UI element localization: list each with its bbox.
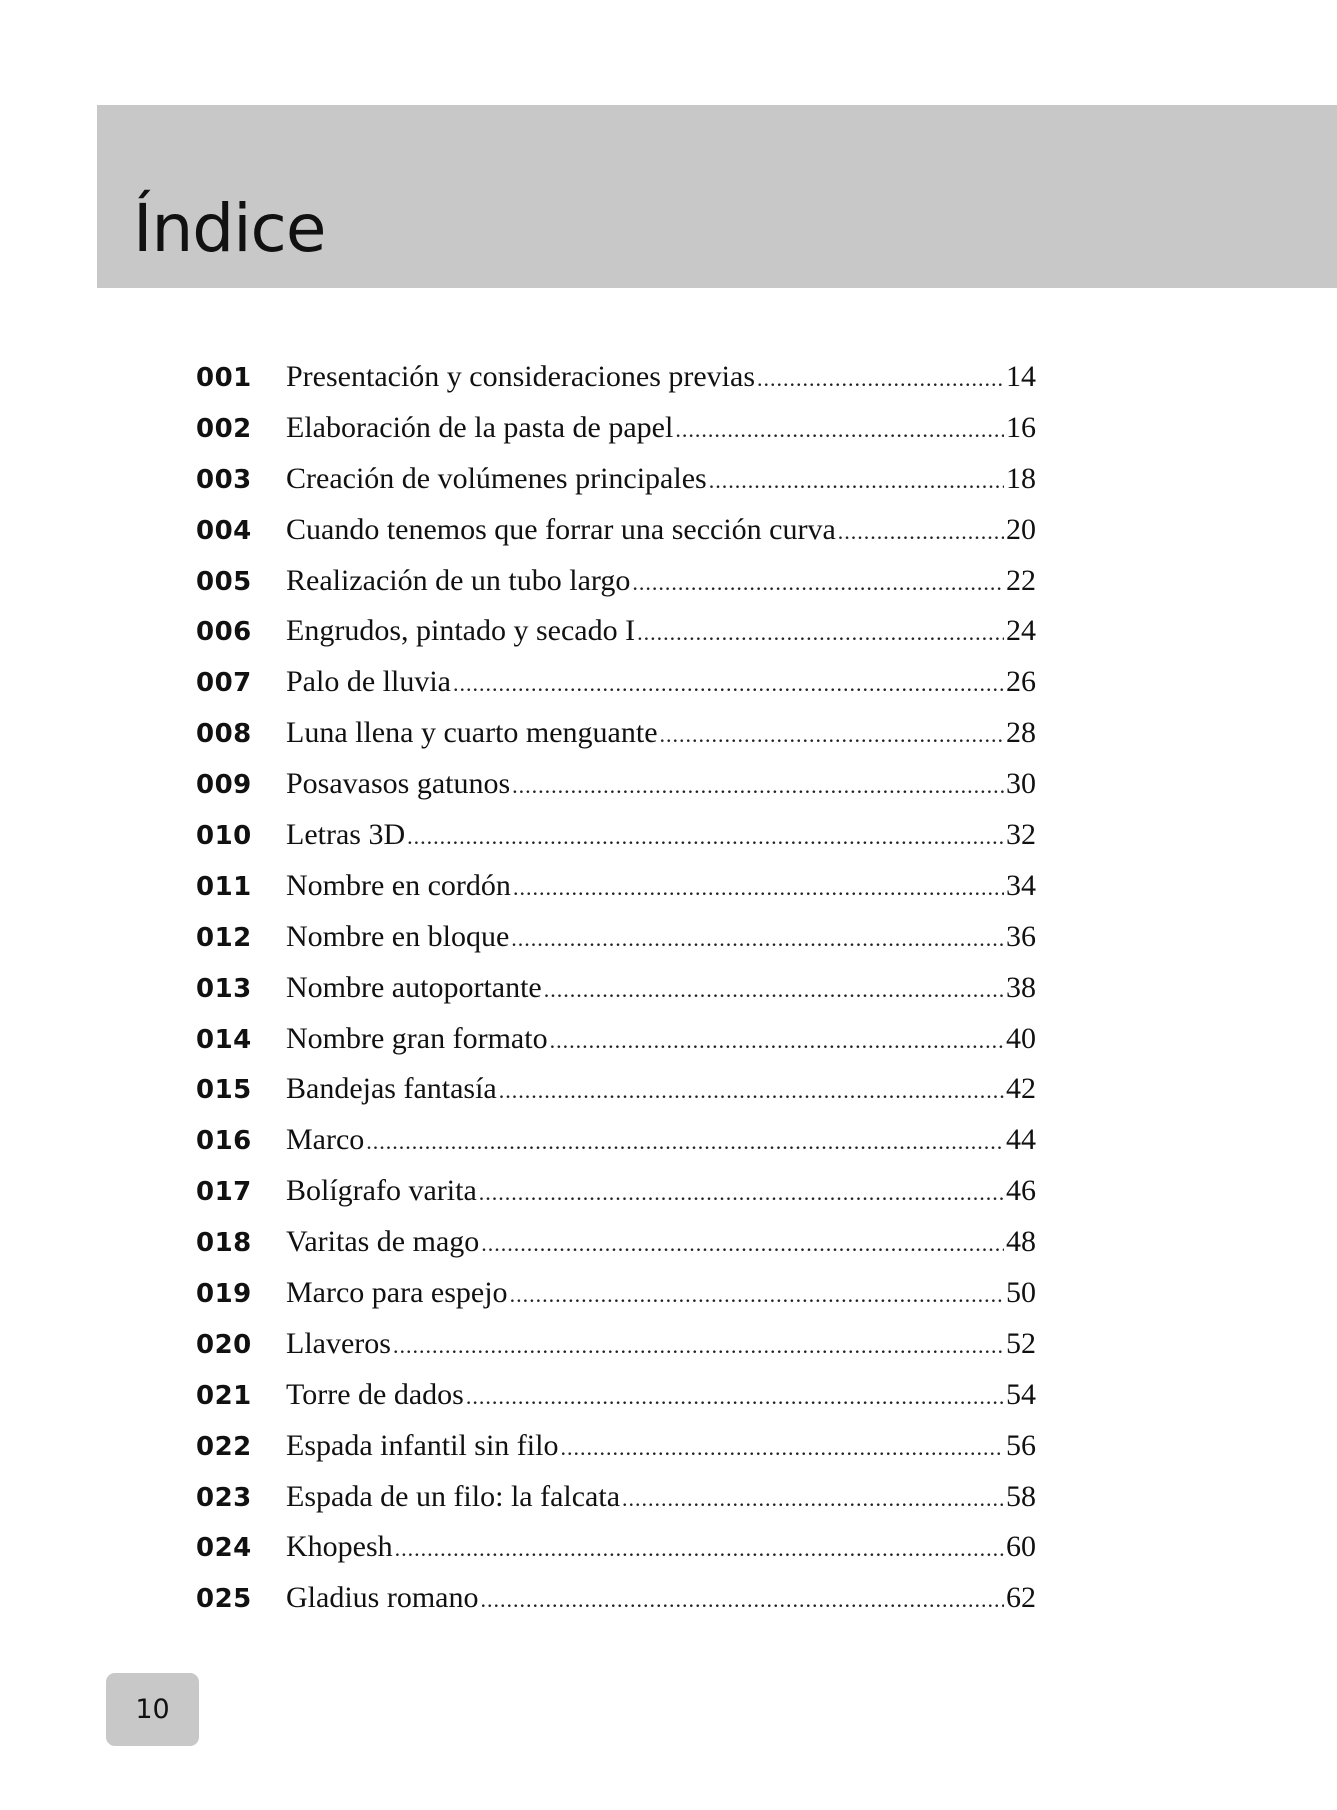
toc-entry-page: 48 <box>1006 1225 1036 1259</box>
toc-dot-leader <box>709 456 1004 507</box>
toc-entry-title: Posavasos gatunos <box>286 767 511 801</box>
toc-dot-leader <box>499 1066 1004 1117</box>
toc-entry[interactable] <box>196 454 1036 505</box>
toc-entry-number: 020 <box>196 1329 252 1360</box>
toc-entry-number: 016 <box>196 1126 252 1157</box>
toc-dot-leader <box>550 1016 1004 1067</box>
toc-dot-leader <box>479 1168 1004 1219</box>
toc-entry[interactable] <box>196 912 1036 963</box>
toc-entry-page: 22 <box>1006 563 1036 597</box>
toc-entry-title: Creación de volúmenes principales <box>286 461 707 495</box>
toc-dot-leader <box>544 965 1004 1016</box>
toc-entry-number: 008 <box>196 719 252 750</box>
table-of-contents <box>196 352 1036 1624</box>
toc-dot-leader <box>660 710 1004 761</box>
toc-entry-number: 005 <box>196 566 252 597</box>
page-number: 10 <box>135 1694 170 1725</box>
toc-dot-leader <box>622 1474 1004 1525</box>
toc-entry-number: 019 <box>196 1279 252 1310</box>
toc-dot-leader <box>637 608 1004 659</box>
toc-entry-page: 16 <box>1006 410 1036 444</box>
toc-dot-leader <box>453 659 1004 710</box>
toc-entry-page: 34 <box>1006 868 1036 902</box>
toc-entry-number: 021 <box>196 1380 252 1411</box>
toc-entry-title: Nombre gran formato <box>286 1021 548 1055</box>
toc-entry-title: Espada de un filo: la falcata <box>286 1479 621 1513</box>
toc-entry-number: 022 <box>196 1431 252 1462</box>
toc-entry-page: 56 <box>1006 1428 1036 1462</box>
toc-dot-leader <box>513 863 1004 914</box>
toc-entry-title: Realización de un tubo largo <box>286 563 631 597</box>
toc-dot-leader <box>757 354 1004 405</box>
toc-entry[interactable] <box>196 1268 1036 1319</box>
toc-entry-title: Marco para espejo <box>286 1276 508 1310</box>
toc-entry-number: 003 <box>196 464 252 495</box>
toc-entry-page: 46 <box>1006 1174 1036 1208</box>
toc-entry-page: 60 <box>1006 1530 1036 1564</box>
toc-entry-page: 20 <box>1006 512 1036 546</box>
page-title: Índice <box>133 190 326 267</box>
toc-entry-title: Palo de lluvia <box>286 665 451 699</box>
toc-entry[interactable] <box>196 1522 1036 1573</box>
toc-entry-page: 18 <box>1006 461 1036 495</box>
toc-entry[interactable] <box>196 1064 1036 1115</box>
toc-entry-page: 36 <box>1006 919 1036 953</box>
toc-entry-page: 42 <box>1006 1072 1036 1106</box>
toc-entry-page: 52 <box>1006 1326 1036 1360</box>
toc-entry-page: 50 <box>1006 1276 1036 1310</box>
toc-entry-title: Marco <box>286 1123 365 1157</box>
toc-entry[interactable] <box>196 1014 1036 1065</box>
toc-entry-title: Letras 3D <box>286 818 406 852</box>
toc-dot-leader <box>466 1372 1004 1423</box>
toc-entry-title: Khopesh <box>286 1530 393 1564</box>
toc-entry-number: 009 <box>196 770 252 801</box>
toc-dot-leader <box>393 1321 1004 1372</box>
toc-entry-number: 004 <box>196 515 252 546</box>
toc-dot-leader <box>366 1117 1004 1168</box>
toc-entry-page: 24 <box>1006 614 1036 648</box>
toc-entry-page: 26 <box>1006 665 1036 699</box>
toc-entry-title: Bandejas fantasía <box>286 1072 497 1106</box>
toc-dot-leader <box>510 1270 1004 1321</box>
toc-entry[interactable] <box>196 1115 1036 1166</box>
toc-dot-leader <box>480 1575 1004 1626</box>
toc-entry[interactable] <box>196 657 1036 708</box>
toc-entry-number: 012 <box>196 922 252 953</box>
toc-entry[interactable] <box>196 759 1036 810</box>
toc-entry-page: 44 <box>1006 1123 1036 1157</box>
toc-entry[interactable] <box>196 963 1036 1014</box>
toc-entry[interactable] <box>196 1421 1036 1472</box>
toc-entry[interactable] <box>196 1472 1036 1523</box>
toc-entry-title: Nombre autoportante <box>286 970 542 1004</box>
toc-entry[interactable] <box>196 352 1036 403</box>
toc-entry-title: Varitas de mago <box>286 1225 480 1259</box>
toc-entry-title: Bolígrafo varita <box>286 1174 477 1208</box>
toc-entry-number: 018 <box>196 1228 252 1259</box>
toc-dot-leader <box>632 558 1004 609</box>
toc-entry-number: 011 <box>196 871 252 902</box>
toc-entry-title: Espada infantil sin filo <box>286 1428 559 1462</box>
toc-entry[interactable] <box>196 1217 1036 1268</box>
toc-entry[interactable] <box>196 708 1036 759</box>
toc-dot-leader <box>512 761 1004 812</box>
toc-entry-page: 38 <box>1006 970 1036 1004</box>
toc-entry-page: 32 <box>1006 818 1036 852</box>
toc-entry-page: 40 <box>1006 1021 1036 1055</box>
toc-entry-title: Nombre en cordón <box>286 868 511 902</box>
toc-entry-number: 015 <box>196 1075 252 1106</box>
toc-entry-number: 024 <box>196 1533 252 1564</box>
toc-entry[interactable] <box>196 861 1036 912</box>
toc-entry-page: 30 <box>1006 767 1036 801</box>
toc-entry[interactable] <box>196 556 1036 607</box>
toc-entry-number: 013 <box>196 973 252 1004</box>
toc-entry-page: 14 <box>1006 360 1036 393</box>
toc-entry-number: 002 <box>196 413 252 444</box>
toc-entry-number: 001 <box>196 363 252 393</box>
toc-dot-leader <box>395 1524 1004 1575</box>
toc-entry-number: 007 <box>196 668 252 699</box>
toc-dot-leader <box>511 914 1004 965</box>
toc-entry-title: Elaboración de la pasta de papel <box>286 410 674 444</box>
toc-entry[interactable] <box>196 1166 1036 1217</box>
toc-entry[interactable] <box>196 810 1036 861</box>
toc-entry-title: Torre de dados <box>286 1377 464 1411</box>
toc-dot-leader <box>481 1219 1004 1270</box>
toc-entry-number: 010 <box>196 821 252 852</box>
toc-entry[interactable] <box>196 403 1036 454</box>
toc-entry[interactable] <box>196 1319 1036 1370</box>
toc-dot-leader <box>407 812 1004 863</box>
toc-entry-title: Llaveros <box>286 1326 391 1360</box>
toc-entry-number: 017 <box>196 1177 252 1208</box>
toc-dot-leader <box>675 405 1004 456</box>
toc-entry[interactable] <box>196 606 1036 657</box>
toc-dot-leader <box>560 1423 1004 1474</box>
toc-entry[interactable] <box>196 1573 1036 1624</box>
toc-entry[interactable] <box>196 1370 1036 1421</box>
toc-entry-title: Engrudos, pintado y secado I <box>286 614 636 648</box>
toc-entry-page: 54 <box>1006 1377 1036 1411</box>
toc-entry-title: Nombre en bloque <box>286 919 510 953</box>
toc-entry-number: 014 <box>196 1024 252 1055</box>
page-number-tab <box>106 1673 199 1746</box>
toc-entry-page: 62 <box>1006 1581 1036 1615</box>
toc-entry-title: Luna llena y cuarto menguante <box>286 716 658 750</box>
toc-entry-number: 023 <box>196 1482 252 1513</box>
toc-entry-title: Gladius romano <box>286 1581 479 1615</box>
toc-dot-leader <box>838 507 1004 558</box>
toc-entry[interactable] <box>196 505 1036 556</box>
toc-entry-number: 006 <box>196 617 252 648</box>
toc-entry-title: Cuando tenemos que forrar una sección curva <box>286 512 836 546</box>
toc-entry-page: 28 <box>1006 716 1036 750</box>
toc-entry-title: Presentación y consideraciones previas <box>286 360 755 393</box>
toc-entry-page: 58 <box>1006 1479 1036 1513</box>
toc-entry-number: 025 <box>196 1584 252 1615</box>
